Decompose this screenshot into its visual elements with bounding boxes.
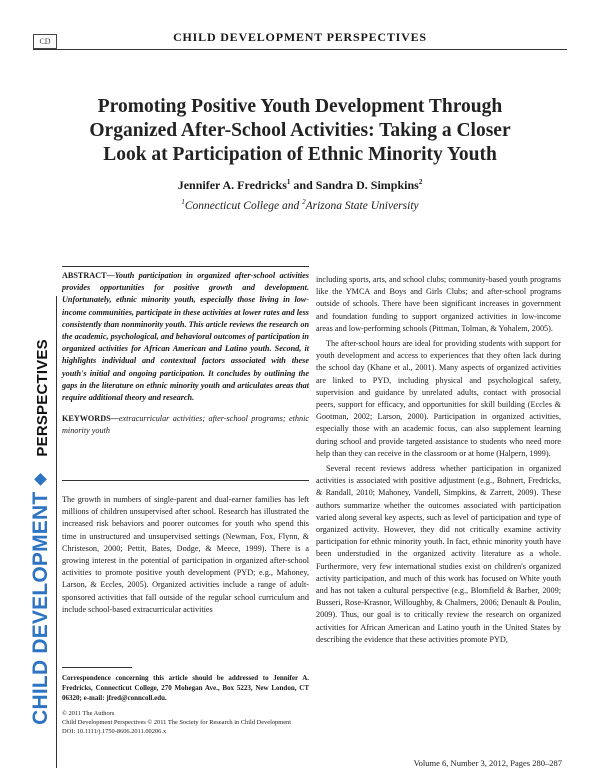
correspondence-note: Correspondence concerning this article should be addressed to Jennifer A. Fredricks, Connecticut College, 270 Mohegan Ave., Box 5223, New London, CT 06320; e-mail: jfred@conncoll.edu. [62, 674, 309, 702]
body-paragraph: The growth in numbers of single-parent and dual-earner families has left millions of children unsupervised after school. Research has illustrated the increased risk behaviors and poorer outcomes for youth who spend this time in unstructured and unsupervised settings (Newman, Fox, Flynn, & Christeson, 2000; Pettit, Bates, Dodge, & Meece, 1999). There is a growing interest in the potential of participation in organized after-school activities to promote positive youth development (PYD; e.g., Mahoney, Larson, & Eccles, 2005). Organized activities include a range of adult-sponsored activities that fall outside of the regular school curriculum and include school-based extracurricular activities [62, 495, 309, 614]
copyright-block [62, 709, 309, 736]
article-title: Promoting Positive Youth Development Through Organized After-School Activities: Taking a Closer Look at Participation of Ethnic Minority Youth [89, 96, 511, 165]
side-banner-subtitle: PERSPECTIVES [34, 339, 51, 457]
author-joiner: and [293, 178, 313, 192]
abstract-text: Youth participation in organized after-school activities provides opportunities for positive growth and development. Unfortunately, ethnic minority youth, especially those living in low-income communities, participate in these activities at lower rates and less consistently than nonminority youth. This article reviews the research on the academic, psychological, and behavioral outcomes of participation in organized activities for African American and Latino youth. Second, it highlights individual and contextual factors associated with these youth's initial and ongoing participation. It concludes by outlining the gaps in the literature on ethnic minority youth and articulates areas that require additional theory and research. [62, 271, 309, 403]
body-paragraph: The after-school hours are ideal for providing students with support for youth development and access to experiences that they often lack during the school day (Khane et al., 2001). Many aspects of organized activities are linked to PYD, including physical and psychological safety, supervision and guidance by unrelated adults, contact with prosocial peers, support for efficacy, and opportunities for skill building (Eccles & Gootman, 2002; Larson, 2000). Participation in organized activities, especially those with an academic focus, can also supplement learning during school and provide targeted assistance to students who need more help than they can receive in the classroom or at home (Halpern, 1999). [316, 339, 561, 458]
side-rule [56, 296, 57, 768]
body-paragraph: Several recent reviews address whether participation in organized activities is associated with positive adjustment (e.g., Bohnert, Fredricks, & Randall, 2010; Mahoney, Vandell, Simpkins, & Zarrett, 2009). These authors summarize whether the outcomes associated with participation varied along several key aspects, such as level of participation and type of organized activity. However, they did not critically examine activity participation for ethnic minority youth. In fact, ethnic minority youth have been understudied in the organized activity literature as a whole. Furthermore, very few international studies exist on children's organized activity participation, and much of this work has focused on White youth and has not taken a cultural perspective (e.g., Blomfield & Barber, 2009; Busseri, Rose-Krasnor, Willoughby, & Chalmers, 2006; Denault & Poulin, 2009). Thus, our goal is to critically review the research on organized activities for African American and Latino youth in the United States by describing the evidence that these activities promote PYD, [316, 464, 561, 644]
affiliation-line [0, 198, 600, 212]
author-line [0, 178, 600, 193]
author-superscript: 1 [286, 178, 291, 186]
keywords [62, 413, 309, 437]
footnote-rule [62, 667, 132, 668]
page-footer: Volume 6, Number 3, 2012, Pages 280–287 [413, 758, 562, 768]
journal-logo-mark: CD [33, 34, 57, 49]
affiliation-name: Arizona State University [305, 199, 419, 212]
keywords-text: extracurricular activities; after-school programs; ethnic minority youth [62, 414, 309, 436]
header-rule [33, 49, 567, 50]
abstract-section [62, 270, 309, 438]
copyright-line: © 2011 The Authors [62, 710, 115, 717]
abstract-bottom-rule [62, 480, 309, 481]
side-banner-title: CHILD DEVELOPMENT [29, 491, 52, 725]
diamond-icon [34, 473, 47, 486]
body-paragraph: including sports, arts, and school clubs; community-based youth programs like the YMCA and Boys and Girls Clubs; and after-school programs outside of schools. There have been significant increases in government and foundation funding to support organized activities in low-income areas and low-performing schools (Pittman, Tolman, & Yohalem, 2005). [316, 275, 561, 333]
journal-header: CHILD DEVELOPMENT PERSPECTIVES [173, 30, 427, 44]
side-banner [31, 296, 51, 768]
keywords-label: KEYWORDS— [62, 414, 119, 424]
copyright-line: Child Development Perspectives © 2011 The Society for Research in Child Development [62, 719, 292, 726]
affiliation-name: Connecticut College [184, 199, 280, 212]
affiliation-superscript: 1 [181, 198, 185, 206]
abstract-top-rule [62, 266, 309, 267]
author-name: Jennifer A. Fredricks [177, 178, 287, 192]
doi-line: DOI: 10.1111/j.1750-8606.2011.00206.x [62, 728, 167, 735]
author-superscript: 2 [418, 178, 423, 186]
affiliation-superscript: 2 [302, 198, 306, 206]
side-banner-text [29, 339, 53, 725]
author-name: Sandra D. Simpkins [315, 178, 419, 192]
abstract-label: ABSTRACT— [62, 271, 115, 280]
abstract [62, 270, 309, 404]
right-column [316, 274, 561, 646]
affiliation-joiner: and [281, 199, 300, 212]
